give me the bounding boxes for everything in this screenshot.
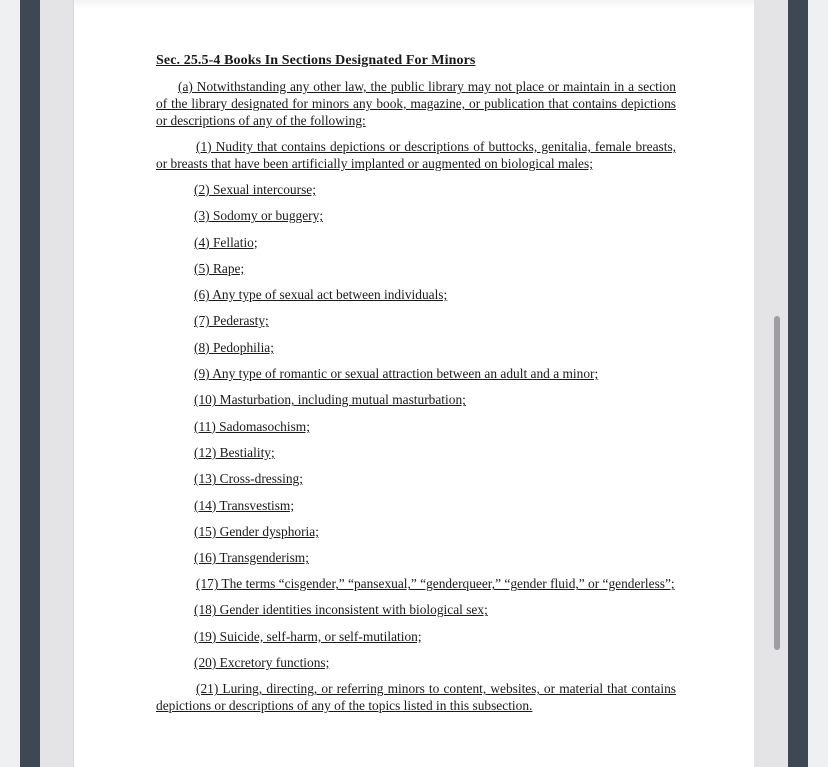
list-item: (19) Suicide, self-harm, or self-mutilation; — [194, 628, 422, 644]
list-item-1: (1) Nudity that contains depictions or descriptions of buttocks, genitalia, female breasts, or breasts that have been artificially implanted or augmented on biological males; — [156, 139, 676, 171]
document-body — [156, 52, 676, 723]
list-item: (5) Rape; — [194, 260, 245, 276]
list-item: (4) Fellatio; — [194, 234, 258, 250]
list-item: (7) Pederasty; — [194, 313, 269, 329]
list-item: (3) Sodomy or buggery; — [194, 208, 324, 224]
right-frame-border — [788, 0, 808, 767]
list-item-17: (17) The terms “cisgender,” “pansexual,” “genderqueer,” “gender fluid,” or “genderless”; — [196, 576, 675, 592]
left-gutter — [40, 0, 74, 767]
left-edge — [0, 0, 20, 767]
list-item: (16) Transgenderism; — [194, 550, 309, 566]
section-heading: Sec. 25.5-4 Books In Sections Designated For Minors — [156, 53, 476, 68]
list-item: (13) Cross-dressing; — [194, 471, 303, 487]
list-item: (10) Masturbation, including mutual masturbation; — [194, 392, 466, 408]
list-item: (18) Gender identities inconsistent with biological sex; — [194, 602, 488, 618]
list-item: (12) Bestiality; — [194, 444, 275, 460]
page-top-edge — [74, 0, 754, 8]
list-item: (9) Any type of romantic or sexual attraction between an adult and a minor; — [194, 366, 599, 382]
list-item: (11) Sadomasochism; — [194, 418, 310, 434]
item-list-a — [156, 181, 676, 566]
item-list-b — [156, 601, 676, 671]
list-item: (2) Sexual intercourse; — [194, 182, 316, 197]
left-frame-border — [20, 0, 40, 767]
list-item: (14) Transvestism; — [194, 497, 295, 513]
list-item-21: (21) Luring, directing, or referring minors to content, websites, or material that contains depictions or descriptions of any of the topics listed in this subsection. — [156, 681, 676, 714]
intro-paragraph: (a) Notwithstanding any other law, the public library may not place or maintain in a section of the library designated for minors any book, magazine, or publication that contains depictions or descriptions of any of the following: — [156, 79, 676, 128]
list-item: (6) Any type of sexual act between individuals; — [194, 287, 448, 303]
right-edge — [808, 0, 828, 767]
list-item: (8) Pedophilia; — [194, 339, 274, 355]
list-item: (20) Excretory functions; — [194, 655, 330, 671]
list-item: (15) Gender dysphoria; — [194, 523, 319, 539]
scrollbar-thumb[interactable] — [774, 316, 780, 650]
document-page — [74, 0, 754, 767]
